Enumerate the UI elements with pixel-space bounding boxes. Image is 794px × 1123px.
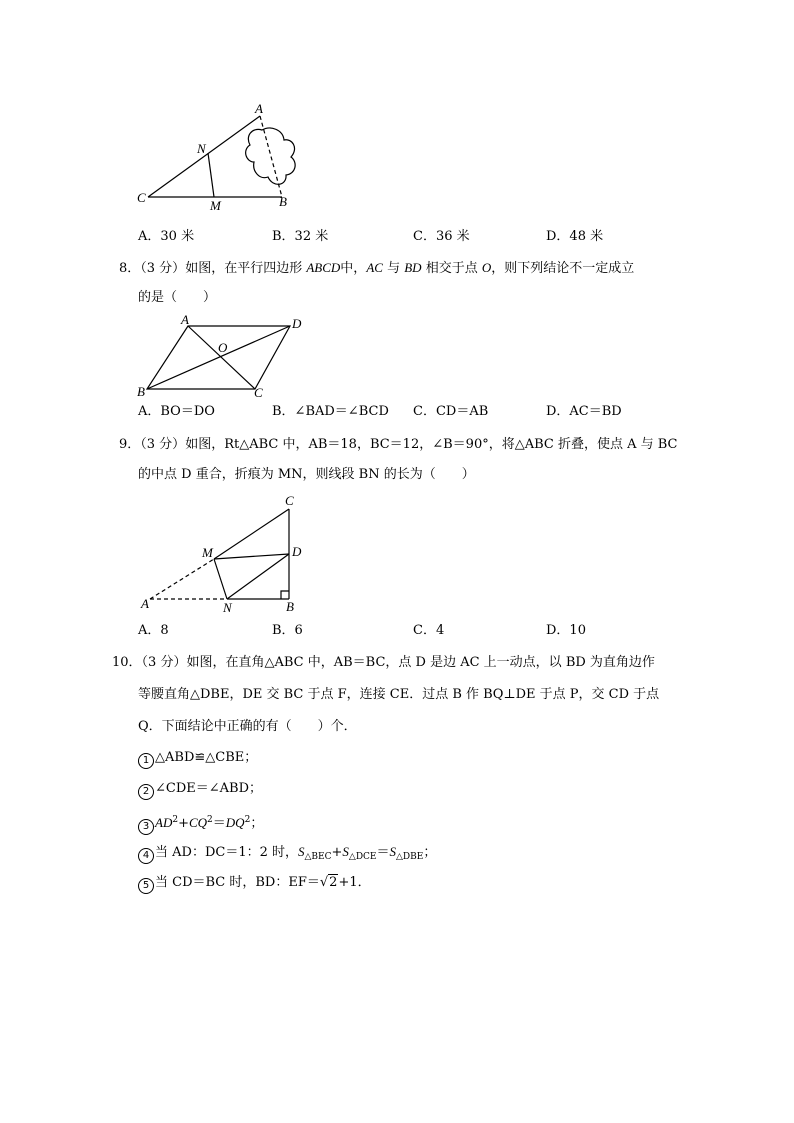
q9-option-a: A．8: [138, 623, 169, 638]
circled-number-2: 2: [138, 784, 154, 800]
q8-option-b: B．∠BAD＝∠BCD: [272, 404, 389, 419]
q9-option-c: C．4: [413, 623, 445, 638]
q9-label-A: A: [141, 596, 149, 611]
q7-label-N: N: [197, 141, 206, 156]
q10-statement-1: [138, 750, 257, 769]
plus-sign: +: [178, 816, 189, 831]
q8-stem-text: 与: [387, 261, 401, 276]
q10-stem-line1: [112, 655, 655, 671]
q8-option-d: D．AC＝BD: [546, 404, 622, 419]
q8-var-bd: BD: [404, 260, 422, 275]
q8-diagonal-BD: [147, 326, 290, 389]
q7-option-a: A．30 米: [138, 229, 195, 244]
q10-statement-4: [138, 844, 436, 865]
q8-label-B: B: [137, 384, 145, 399]
q8-label-O: O: [218, 340, 228, 355]
q10-statement-text: 当 CD＝BC 时，BD：EF＝: [155, 875, 320, 890]
area-symbol: S: [389, 844, 397, 859]
q8-var-abcd: ABCD: [306, 260, 341, 275]
circled-number-5: 5: [138, 878, 154, 894]
q7-label-A: A: [255, 101, 263, 116]
var-ad: AD: [155, 815, 173, 830]
equals-sign: ＝: [376, 845, 390, 860]
q7-label-M: M: [210, 198, 221, 213]
q7-pond-shape: [246, 128, 296, 184]
q9-label-M: M: [202, 545, 213, 560]
q9-segment-MD: [214, 554, 289, 559]
q10-stem-line3: Q．下面结论中正确的有（ ）个．: [138, 719, 357, 734]
q8-option-a: A．BO＝DO: [138, 404, 215, 419]
q7-option-d: D．48 米: [546, 229, 604, 244]
q9-label-C: C: [285, 493, 294, 508]
semicolon: ；: [250, 816, 264, 831]
q8-label-A: A: [181, 312, 189, 327]
sqrt-expression: √2: [319, 875, 338, 890]
q7-label-B: B: [279, 194, 287, 209]
q10-statement-text: ∠CDE＝∠ABD；: [155, 781, 263, 796]
q9-label-D: D: [292, 544, 302, 559]
q9-figure: [135, 490, 315, 615]
q10-statement-text: 当 AD：DC＝1：2 时，: [155, 845, 298, 860]
q7-figure: [130, 100, 310, 215]
superscript: 2: [207, 815, 213, 825]
q8-option-c: C．CD＝AB: [413, 404, 489, 419]
q9-right-angle-mark: [281, 591, 289, 599]
q10-statement-text: △ABD≌△CBE；: [155, 750, 258, 765]
var-cq: CQ: [188, 815, 208, 830]
equals-sign: ＝: [212, 816, 226, 831]
q8-stem-line2: 的是（ ）: [138, 290, 217, 305]
q8-var-ac: AC: [366, 260, 383, 275]
q9-stem-line1: [119, 437, 678, 453]
q8-stem-text: 如图，在平行四边形: [185, 261, 303, 276]
q10-statement-2: [138, 781, 262, 800]
q10-statement-text: +1．: [338, 875, 371, 890]
q10-statement-3: [138, 812, 263, 835]
subscript: △DBE: [396, 852, 424, 862]
plus-sign: +: [331, 845, 343, 860]
q8-stem-text: 相交于点: [425, 261, 478, 276]
circled-number-1: 1: [138, 753, 154, 769]
q8-stem-line1: [119, 260, 634, 277]
q8-stem-text: 中，: [340, 261, 367, 276]
subscript: △BEC: [304, 852, 332, 862]
q10-score: （3 分）: [141, 655, 187, 670]
subscript: △DCE: [348, 852, 377, 862]
q9-segment-MN: [214, 559, 227, 599]
q9-label-N: N: [223, 600, 232, 615]
q8-figure: [130, 310, 320, 405]
q9-score: （3 分）: [140, 437, 186, 452]
q7-segment-NM: [208, 153, 214, 197]
superscript: 2: [172, 815, 179, 825]
circled-number-4: 4: [138, 848, 154, 864]
q8-label-C: C: [254, 385, 263, 400]
q10-number: 10．: [112, 655, 142, 670]
q7-option-b: B．32 米: [272, 229, 329, 244]
area-symbol: S: [342, 844, 349, 859]
q8-var-o: O: [481, 260, 492, 275]
q8-number: 8．: [119, 261, 141, 276]
superscript: 2: [244, 815, 251, 825]
q7-segment-CA: [148, 116, 260, 197]
q10-statement-5: [138, 875, 371, 894]
q9-number: 9．: [119, 437, 141, 452]
q10-stem-line2: 等腰直角△DBE，DE 交 BC 于点 F，连接 CE．过点 B 作 BQ⊥DE 于点 P，交 CD 于点: [138, 687, 660, 702]
q9-segment-MC: [214, 509, 289, 559]
semicolon: ；: [423, 845, 437, 860]
q9-label-B: B: [286, 599, 294, 614]
q8-stem-text: ，则下列结论不一定成立: [491, 261, 635, 276]
q8-label-D: D: [292, 316, 302, 331]
var-dq: DQ: [225, 815, 245, 830]
q7-option-c: C．36 米: [413, 229, 470, 244]
radicand: 2: [329, 875, 338, 890]
q8-score: （3 分）: [140, 261, 186, 276]
q7-label-C: C: [137, 190, 146, 205]
q9-option-d: D．10: [546, 623, 586, 638]
q10-stem-text: 如图，在直角△ABC 中，AB＝BC，点 D 是边 AC 上一动点，以 BD 为直角边作: [186, 655, 655, 670]
q9-segment-ND: [227, 554, 289, 599]
q9-segment-AM-dashed: [150, 559, 214, 599]
q9-option-b: B．6: [272, 623, 303, 638]
q8-diagonal-AC: [188, 326, 255, 389]
q9-stem-text: 如图，Rt△ABC 中，AB＝18，BC＝12，∠B＝90°，将△ABC 折叠，使点 A 与 BC: [185, 437, 678, 452]
area-symbol: S: [298, 844, 305, 859]
circled-number-3: 3: [138, 819, 154, 835]
q9-stem-line2: 的中点 D 重合，折痕为 MN，则线段 BN 的长为（ ）: [138, 467, 475, 482]
